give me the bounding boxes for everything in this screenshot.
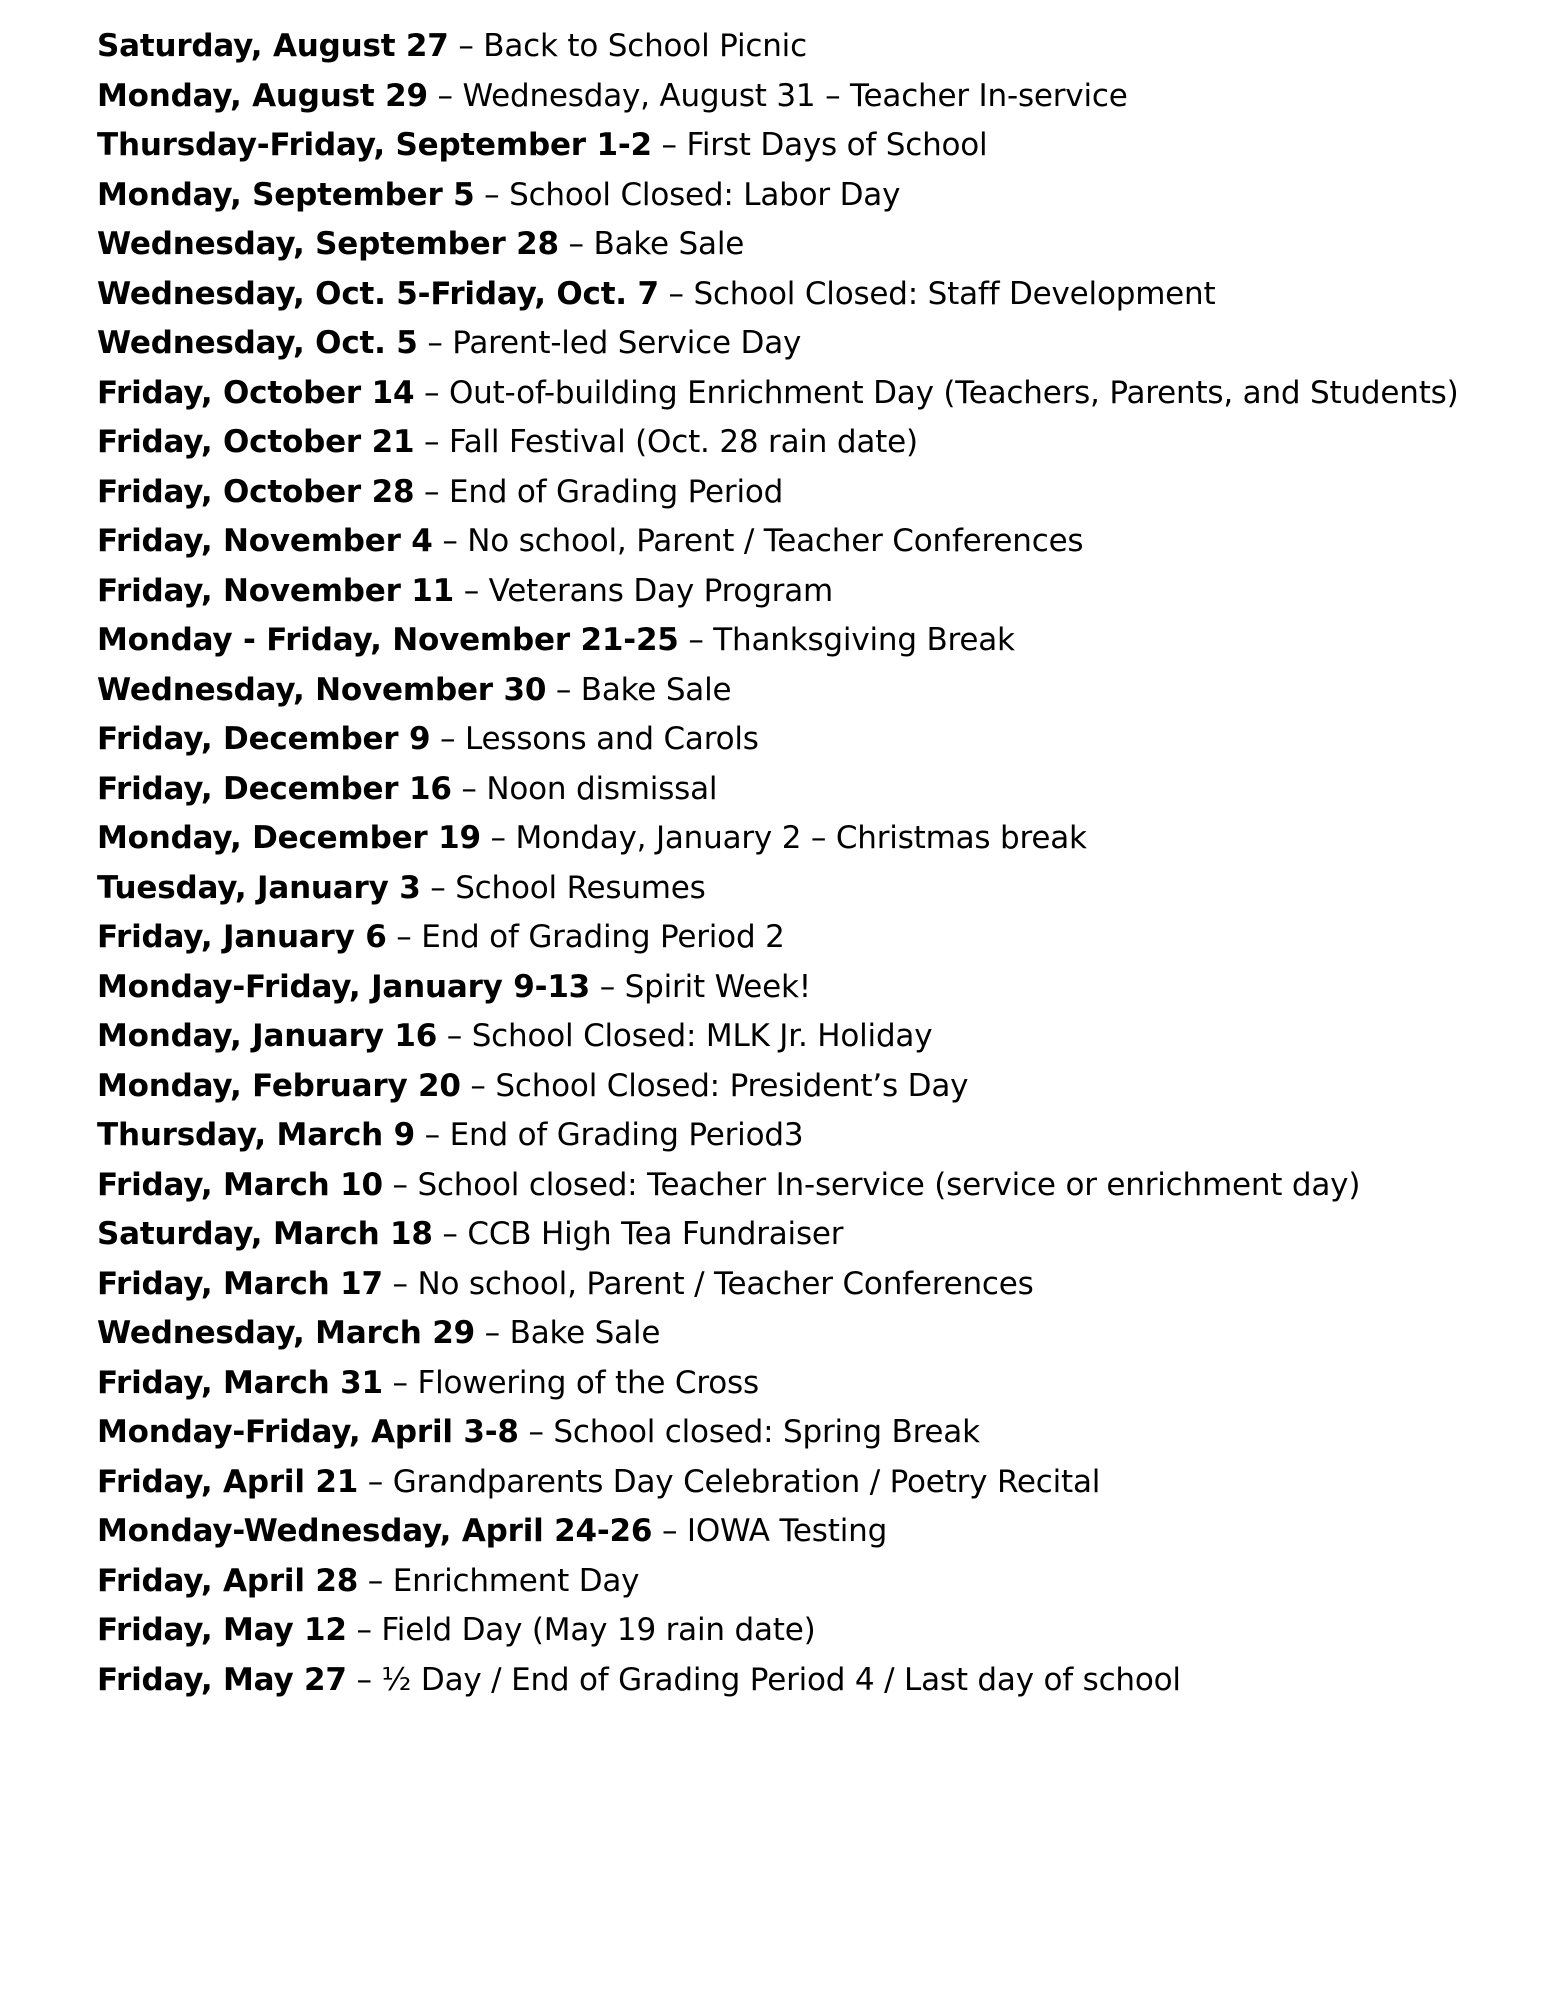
calendar-entry [97,963,1517,1013]
calendar-entry [97,765,1517,815]
entry-event: School Closed: President’s Day [495,1067,969,1104]
entry-date: Friday, April 21 [97,1463,359,1500]
calendar-entry [97,121,1517,171]
calendar-entry [97,814,1517,864]
entry-date: Monday, December 19 [97,820,481,856]
entry-event: First Days of School [686,127,988,163]
entry-event: School closed: Teacher In-service (service or enrichment day) [417,1166,1361,1203]
entry-date: Monday, August 29 [97,77,428,114]
entry-event: Thanksgiving Break [713,622,1015,658]
calendar-entry [97,1557,1517,1607]
entry-event: End of Grading Period3 [449,1117,804,1153]
entry-date: Monday, February 20 [97,1067,461,1104]
entry-separator: – [430,721,465,757]
entry-separator: – [451,770,487,807]
entry-date: Monday-Friday, January 9-13 [97,968,591,1005]
entry-separator: – [432,1216,468,1252]
entry-date: Friday, October 21 [97,424,415,460]
entry-event: Wednesday, August 31 – Teacher In-service [462,77,1128,114]
entry-separator: – [414,374,449,411]
entry-separator: – [414,473,449,510]
entry-separator: – [358,1463,393,1500]
entry-date: Friday, April 28 [97,1562,359,1599]
calendar-entry [97,1111,1517,1161]
entry-separator: – [474,176,510,213]
entry-separator: – [358,1562,393,1599]
entry-separator: – [417,325,453,361]
entry-separator: – [382,1265,418,1302]
calendar-entry [97,22,1517,72]
entry-event: ½ Day / End of Grading Period 4 / Last day of school [381,1661,1181,1698]
entry-event: Field Day (May 19 rain date) [381,1612,816,1648]
entry-event: Parent-led Service Day [452,325,802,361]
calendar-entry [97,1062,1517,1112]
entry-date: Friday, January 6 [97,919,387,955]
entry-event: Fall Festival (Oct. 28 rain date) [448,424,918,460]
entry-separator: – [454,572,489,609]
entry-event: Spirit Week! [624,968,811,1005]
entry-date: Thursday, March 9 [97,1117,416,1153]
calendar-entry [97,270,1517,320]
entry-date: Wednesday, March 29 [97,1315,476,1351]
entry-event: Lessons and Carols [464,721,759,757]
entry-date: Friday, December 16 [97,770,452,807]
calendar-entry [97,319,1517,369]
calendar-entry [97,616,1517,666]
calendar-entry [97,1507,1517,1557]
entry-event: IOWA Testing [686,1513,888,1549]
entry-date: Friday, November 4 [97,523,433,559]
entry-separator: – [652,1513,687,1549]
entry-date: Friday, March 31 [97,1364,383,1401]
entry-date: Saturday, March 18 [97,1216,433,1252]
entry-event: End of Grading Period [448,473,784,510]
entry-separator: – [420,869,456,906]
calendar-entry [97,913,1517,963]
entry-date: Friday, March 17 [97,1265,383,1302]
entry-event: Bake Sale [509,1315,661,1351]
entry-date: Wednesday, Oct. 5-Friday, Oct. 7 [97,275,659,312]
entry-date: Friday, December 9 [97,721,431,757]
entry-date: Thursday-Friday, September 1-2 [97,127,652,163]
entry-separator: – [427,77,463,114]
entry-separator: – [518,1414,554,1450]
entry-date: Friday, October 14 [97,374,415,411]
entry-date: Monday - Friday, November 21-25 [97,622,679,658]
entry-separator: – [480,820,516,856]
entry-separator: – [460,1067,496,1104]
entry-date: Friday, March 10 [97,1166,383,1203]
entry-event: School Resumes [455,869,706,906]
calendar-entry [97,72,1517,122]
entry-separator: – [448,28,484,64]
entry-separator: – [678,622,714,658]
entry-separator: – [432,523,468,559]
entry-separator: – [475,1315,510,1351]
entry-separator: – [558,226,594,262]
entry-event: CCB High Tea Fundraiser [467,1216,844,1252]
entry-event: No school, Parent / Teacher Conferences [417,1265,1034,1302]
entry-date: Monday-Friday, April 3-8 [97,1414,519,1450]
calendar-entry [97,1012,1517,1062]
entry-event: Back to School Picnic [483,28,807,64]
calendar-entry [97,1656,1517,1706]
calendar-entry [97,220,1517,270]
entry-separator: – [386,919,422,955]
entry-event: School Closed: MLK Jr. Holiday [471,1018,933,1054]
entry-separator: – [651,127,687,163]
entry-event: Out-of-building Enrichment Day (Teachers, Parents, and Students) [448,374,1459,411]
calendar-entry [97,715,1517,765]
school-calendar-list [97,22,1517,1705]
entry-event: Flowering of the Cross [417,1364,759,1401]
calendar-entry [97,666,1517,716]
entry-date: Saturday, August 27 [97,28,449,64]
entry-event: Bake Sale [593,226,745,262]
entry-separator: – [346,1612,382,1648]
calendar-entry [97,369,1517,419]
entry-event: No school, Parent / Teacher Conferences [467,523,1084,559]
entry-date: Wednesday, November 30 [97,671,547,708]
entry-separator: – [546,671,581,708]
entry-date: Friday, May 12 [97,1612,347,1648]
entry-separator: – [382,1364,418,1401]
entry-separator: – [437,1018,472,1054]
entry-date: Wednesday, Oct. 5 [97,325,418,361]
entry-date: Monday, September 5 [97,176,475,213]
calendar-entry [97,1359,1517,1409]
entry-date: Monday, January 16 [97,1018,438,1054]
entry-event: School closed: Spring Break [553,1414,980,1450]
calendar-entry [97,567,1517,617]
entry-date: Wednesday, September 28 [97,226,559,262]
entry-separator: – [346,1661,382,1698]
calendar-entry [97,171,1517,221]
calendar-entry [97,1408,1517,1458]
entry-event: Enrichment Day [392,1562,640,1599]
entry-event: Grandparents Day Celebration / Poetry Recital [392,1463,1101,1500]
calendar-entry [97,864,1517,914]
entry-date: Friday, October 28 [97,473,415,510]
calendar-entry [97,517,1517,567]
entry-event: Noon dismissal [486,770,718,807]
entry-event: Monday, January 2 – Christmas break [515,820,1087,856]
calendar-entry [97,418,1517,468]
calendar-entry [97,1309,1517,1359]
calendar-entry [97,1161,1517,1211]
calendar-entry [97,1606,1517,1656]
calendar-entry [97,1458,1517,1508]
entry-date: Monday-Wednesday, April 24-26 [97,1513,653,1549]
entry-event: School Closed: Labor Day [509,176,901,213]
entry-event: Bake Sale [580,671,732,708]
entry-event: School Closed: Staff Development [693,275,1216,312]
entry-separator: – [414,424,449,460]
entry-date: Friday, November 11 [97,572,455,609]
entry-event: End of Grading Period 2 [421,919,785,955]
entry-separator: – [658,275,694,312]
entry-separator: – [382,1166,418,1203]
calendar-entry [97,1260,1517,1310]
entry-separator: – [590,968,625,1005]
entry-date: Friday, May 27 [97,1661,347,1698]
entry-event: Veterans Day Program [488,572,834,609]
entry-separator: – [415,1117,450,1153]
calendar-entry [97,1210,1517,1260]
calendar-entry [97,468,1517,518]
entry-date: Tuesday, January 3 [97,869,421,906]
